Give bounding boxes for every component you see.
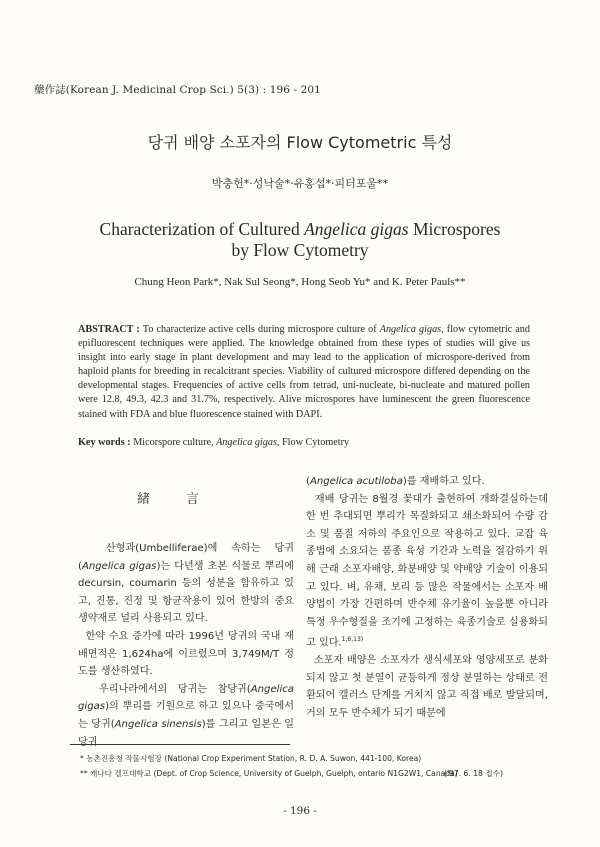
right-p0-text-b: )를 재배하고 있다.: [402, 476, 485, 487]
right-p2-text: 소포자 배양은 소포자가 생식세포와 영양세포로 분화되지 않고 첫 분열이 균등하게 정상 분열하는 상태로 전환되어 캘러스 단계를 거치지 않고 직접 배로 발달되며, 거의 모두 반수체가 되기 때문에: [306, 655, 548, 720]
korean-title: 당귀 배양 소포자의 Flow Cytometric 특성: [147, 133, 453, 152]
received-date: ('97. 6. 18 접수): [444, 769, 503, 778]
abstract-species: Angelica gigas,: [379, 324, 444, 335]
footnote-1: * 농촌진흥청 작물시험장 (National Crop Experiment Station, R. D. A. Suwon, 441-100, Korea): [80, 754, 422, 763]
keywords: [78, 437, 349, 448]
left-p1-text-a: 산형과(Umbelliferae)에 속하는 당귀(: [78, 543, 294, 572]
english-title: [60, 219, 540, 261]
left-p3-species-1: Angelica gigas: [78, 683, 294, 713]
right-p1-refs: 1,6,13): [341, 636, 364, 644]
left-p3-species-2: Angelica sinensis: [114, 718, 202, 730]
english-title-species: Angelica gigas: [304, 219, 409, 239]
keywords-text-2: Flow Cytometry: [279, 437, 350, 448]
abstract: [78, 323, 530, 422]
journal-header: 藥作誌(Korean J. Medicinal Crop Sci.) 5(3) : 196 - 201: [34, 84, 321, 96]
right-p0-species: Angelica acutiloba: [309, 476, 403, 487]
right-column: [306, 473, 548, 723]
english-title-part2: Microspores: [408, 219, 501, 239]
page-number: - 196 -: [283, 805, 317, 817]
left-p3-text-a: 우리나라에서의 당귀는 참당귀(: [99, 683, 251, 695]
korean-authors: 박충헌*·성낙술*·유홍섭*·피터포울**: [211, 177, 389, 190]
keywords-species: Angelica gigas,: [216, 437, 280, 448]
left-paragraph-2: [78, 628, 294, 681]
section-heading: 緒言: [136, 492, 235, 507]
english-title-line2: by Flow Cytometry: [231, 240, 369, 260]
right-paragraph-2: [306, 652, 548, 722]
left-paragraph-3: [78, 681, 294, 751]
right-paragraph-0: [306, 473, 548, 491]
abstract-label: ABSTRACT :: [78, 324, 140, 335]
left-paragraph-1: [78, 540, 294, 628]
footnote-2: ** 캐나다 겔프대학교 (Dept. of Crop Science, University of Guelph, Guelph, ontario N1G2W1, Canada): [80, 769, 458, 778]
right-p0-text-a: (: [306, 476, 310, 487]
abstract-text-1: To characterize active cells during microspore culture of: [142, 324, 380, 335]
abstract-text-2: flow cytometric and epifluorescent techniques were applied. The knowledge obtained from these types of studies will give us insight into early stage in plant development and may lead to the application of microspore-derived from haploid plants for breeding in recalcitrant species. Viability of cultured microspore differed depending on the developmental stages. Frequencies of active cells from tetrad, uni-nucleate, bi-nucleate and matured pollen were 12.8, 49.3, 42.3 and 31.7%, respectively. Alive microspores have luminescent the green fluorescence stained with FDA and blue fluorescence stained with DAPI.: [78, 324, 530, 420]
left-p2-text: 한약 수요 증가에 따라 1996년 당귀의 국내 재배면적은 1,624ha에 이르렀으며 3,749M/T 정도를 생산하였다.: [78, 630, 294, 678]
right-p1-text: 재배 당귀는 8월경 꽃대가 출현하여 개화결실하는데 한 번 추대되면 뿌리가 목질화되고 쇄소화되어 수량 감소 및 품질 저하의 주요인으로 작용하고 있다. 교잡 육종법에 소요되는 품종 육성 기간과 노력을 절감하기 위해 근래 소포자배양, 화분배양 및 약배양 기술이 이용되고 있다. 벼, 유채, 보리 등 많은 작물에서는 소포자 배양법이 가장 간편하며 반수체 유기율이 높을뿐 아니라 특정 우수형질을 조기에 고정하는 육종기술로 실용화되고 있다.: [306, 493, 548, 649]
left-p3-text-c: )를 그리고 일본은 일당귀: [78, 718, 294, 748]
left-p1-species: Angelica gigas: [81, 560, 157, 572]
left-column: [78, 540, 294, 751]
right-paragraph-1: [306, 491, 548, 653]
english-authors: Chung Heon Park*, Nak Sul Seong*, Hong Seob Yu* and K. Peter Pauls**: [134, 276, 466, 288]
left-p3-text-b: )의 뿌리를 기원으로 하고 있으나 중국에서는 당귀(: [78, 701, 294, 730]
left-p1-text-b: )는 다년생 초본 식물로 뿌리에 decursin, coumarin 등의 성분을 함유하고 있고, 진통, 진정 및 항균작용이 있어 한방의 중요 생약재로 널리 사용되고 있다.: [78, 560, 294, 625]
english-title-part1: Characterization of Cultured: [99, 219, 305, 239]
keywords-text-1: Micorspore culture,: [133, 437, 217, 448]
footnote-divider: [70, 744, 290, 745]
keywords-label: Key words :: [78, 437, 131, 448]
